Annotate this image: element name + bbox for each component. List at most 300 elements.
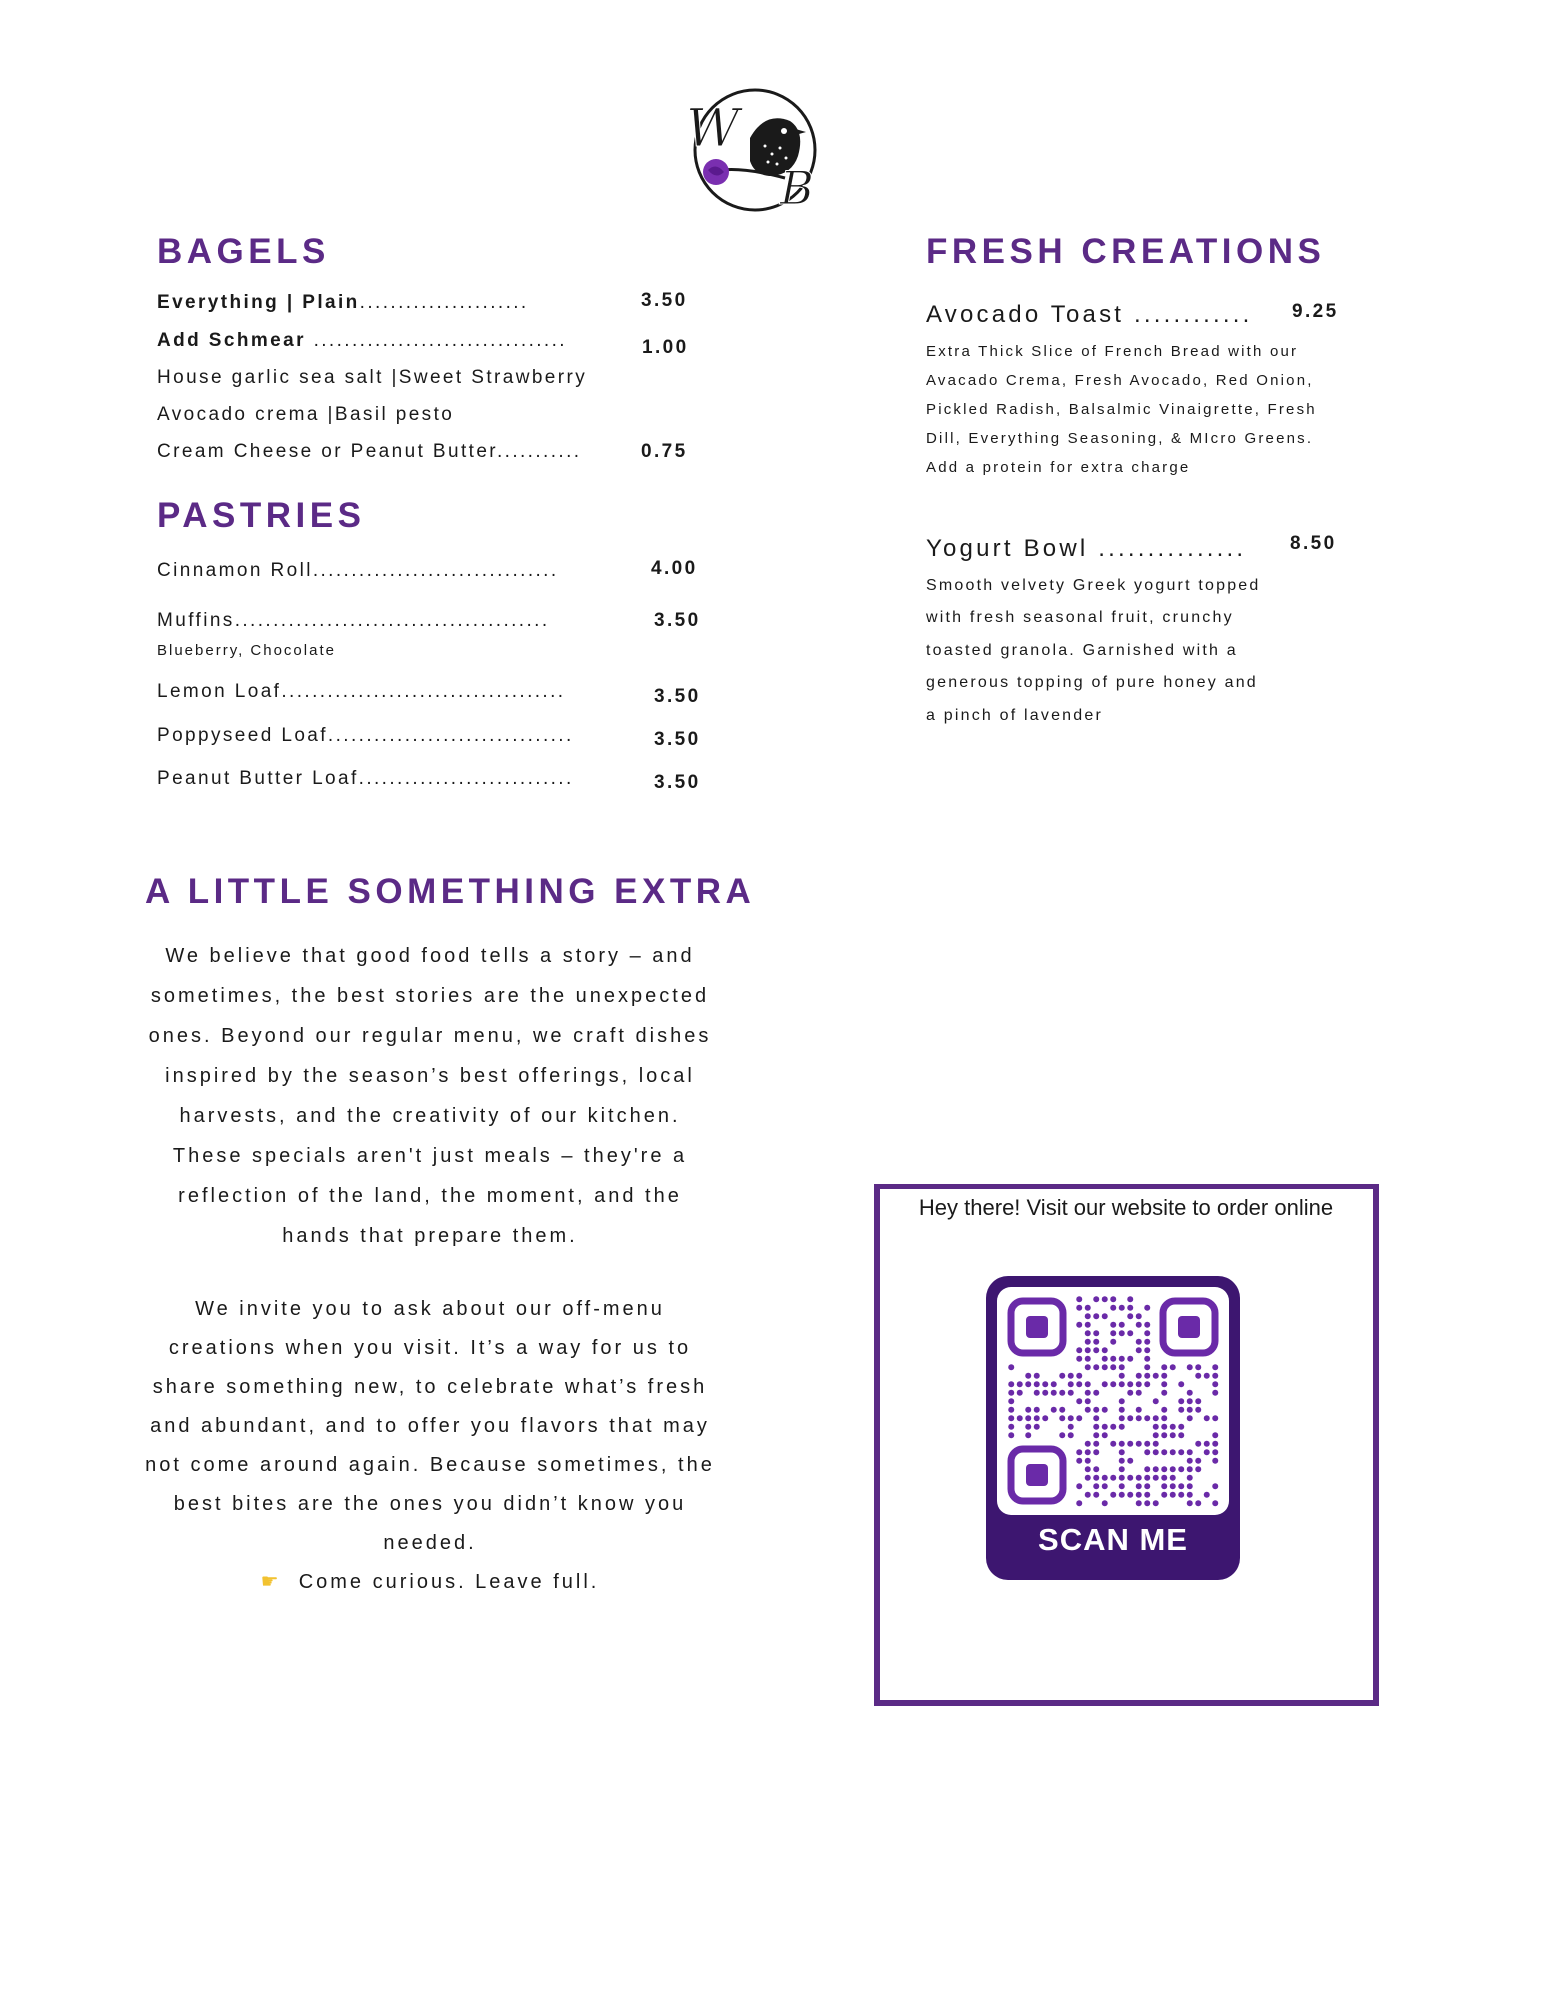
qr-module — [1127, 1330, 1133, 1336]
bagels-row-2-price: 1.00 — [642, 337, 689, 358]
qr-module — [1153, 1475, 1159, 1481]
qr-module — [1008, 1424, 1014, 1430]
qr-module — [1102, 1381, 1108, 1387]
qr-module — [1212, 1373, 1218, 1379]
qr-module — [1127, 1475, 1133, 1481]
qr-module — [1119, 1424, 1125, 1430]
qr-module — [1144, 1330, 1150, 1336]
qr-module — [1161, 1373, 1167, 1379]
qr-module — [1136, 1500, 1142, 1506]
qr-module — [1051, 1390, 1057, 1396]
qr-module — [1170, 1364, 1176, 1370]
qr-module — [1178, 1407, 1184, 1413]
qr-module — [1144, 1441, 1150, 1447]
yogurt-bowl-desc-5: a pinch of lavender — [926, 707, 1104, 724]
extra-p1-line-5: harvests, and the creativity of our kitchen. — [179, 1105, 681, 1127]
pointing-hand-icon: ☛ — [260, 1571, 282, 1593]
qr-module — [1034, 1424, 1040, 1430]
qr-module — [1161, 1381, 1167, 1387]
qr-module — [1153, 1415, 1159, 1421]
qr-module — [1008, 1364, 1014, 1370]
pastry-price-peanut-butter-loaf: 3.50 — [654, 772, 701, 793]
extra-p1-line-1: We believe that good food tells a story – and — [165, 945, 695, 967]
qr-module — [1076, 1415, 1082, 1421]
qr-module — [1042, 1415, 1048, 1421]
qr-scan-label: SCAN ME — [1038, 1522, 1188, 1557]
extra-paragraph-2 — [120, 1290, 740, 1602]
qr-module — [1187, 1407, 1193, 1413]
qr-module — [1187, 1390, 1193, 1396]
bagels-heading: BAGELS — [157, 232, 330, 271]
qr-module — [1144, 1339, 1150, 1345]
qr-module — [1178, 1381, 1184, 1387]
qr-module — [1093, 1390, 1099, 1396]
qr-module — [1008, 1381, 1014, 1387]
qr-module — [1127, 1390, 1133, 1396]
pastry-item-lemon-loaf: Lemon Loaf..................................... — [157, 681, 566, 702]
qr-module — [1085, 1398, 1091, 1404]
qr-module — [1102, 1424, 1108, 1430]
extra-tagline — [120, 1563, 740, 1602]
qr-module — [1076, 1483, 1082, 1489]
qr-module — [1136, 1483, 1142, 1489]
qr-module — [1161, 1449, 1167, 1455]
qr-module — [1119, 1305, 1125, 1311]
qr-module — [1102, 1313, 1108, 1319]
qr-module — [1195, 1458, 1201, 1464]
qr-module — [1085, 1364, 1091, 1370]
extra-p2-line-1: We invite you to ask about our off-menu — [195, 1298, 665, 1320]
yogurt-bowl-desc-4: generous topping of pure honey and — [926, 674, 1258, 691]
qr-module — [1136, 1347, 1142, 1353]
qr-module — [1144, 1356, 1150, 1362]
qr-module — [1085, 1305, 1091, 1311]
qr-module — [1136, 1339, 1142, 1345]
qr-module — [1204, 1373, 1210, 1379]
qr-finder-top-right — [1163, 1301, 1215, 1353]
qr-module — [1093, 1330, 1099, 1336]
qr-module — [1161, 1415, 1167, 1421]
extra-p1-line-4: inspired by the season’s best offerings, local — [165, 1065, 695, 1087]
qr-module — [1127, 1458, 1133, 1464]
qr-module — [1153, 1398, 1159, 1404]
qr-module — [1085, 1466, 1091, 1472]
qr-module — [1034, 1415, 1040, 1421]
qr-module — [1110, 1296, 1116, 1302]
qr-module — [1136, 1322, 1142, 1328]
qr-module — [1212, 1432, 1218, 1438]
qr-module — [1119, 1458, 1125, 1464]
qr-module — [1127, 1313, 1133, 1319]
qr-module — [1187, 1492, 1193, 1498]
qr-module — [1178, 1492, 1184, 1498]
qr-module — [1212, 1381, 1218, 1387]
qr-code[interactable] — [986, 1276, 1240, 1580]
qr-module — [1195, 1364, 1201, 1370]
qr-module — [1068, 1432, 1074, 1438]
qr-module — [1161, 1424, 1167, 1430]
qr-module — [1136, 1381, 1142, 1387]
bagels-row-4: Avocado crema |Basil pesto — [157, 404, 455, 425]
qr-module — [1170, 1492, 1176, 1498]
qr-module — [1127, 1492, 1133, 1498]
order-online-prompt: Hey there! Visit our website to order online — [918, 1195, 1334, 1220]
qr-module — [1195, 1441, 1201, 1447]
qr-module — [1144, 1475, 1150, 1481]
qr-module — [1170, 1466, 1176, 1472]
yogurt-bowl-price: 8.50 — [1290, 533, 1337, 554]
qr-module — [1161, 1407, 1167, 1413]
qr-module — [1051, 1407, 1057, 1413]
qr-module — [1085, 1313, 1091, 1319]
qr-module — [1195, 1500, 1201, 1506]
qr-module — [1153, 1449, 1159, 1455]
qr-module — [1144, 1373, 1150, 1379]
qr-module — [1119, 1381, 1125, 1387]
qr-module — [1119, 1483, 1125, 1489]
qr-module — [1119, 1330, 1125, 1336]
qr-module — [1068, 1390, 1074, 1396]
qr-module — [1093, 1364, 1099, 1370]
qr-module — [1076, 1458, 1082, 1464]
qr-module — [1093, 1407, 1099, 1413]
qr-module — [1170, 1424, 1176, 1430]
svg-text:W: W — [686, 99, 740, 159]
qr-module — [1153, 1441, 1159, 1447]
qr-module — [1085, 1407, 1091, 1413]
qr-module — [1110, 1475, 1116, 1481]
qr-module — [1093, 1492, 1099, 1498]
pastry-price-poppyseed-loaf: 3.50 — [654, 729, 701, 750]
qr-module — [1127, 1356, 1133, 1362]
qr-module — [1127, 1441, 1133, 1447]
avocado-toast-desc-2: Avacado Crema, Fresh Avocado, Red Onion, — [926, 372, 1314, 389]
qr-module — [1093, 1432, 1099, 1438]
qr-module — [1136, 1313, 1142, 1319]
avocado-toast-desc-5: Add a protein for extra charge — [926, 459, 1191, 476]
qr-module — [1093, 1415, 1099, 1421]
qr-module — [1204, 1415, 1210, 1421]
qr-finder-bottom-left — [1011, 1449, 1063, 1501]
qr-module — [1119, 1415, 1125, 1421]
qr-module — [1153, 1500, 1159, 1506]
qr-module — [1212, 1449, 1218, 1455]
qr-module — [1025, 1424, 1031, 1430]
qr-module — [1136, 1373, 1142, 1379]
qr-module — [1076, 1322, 1082, 1328]
qr-module — [1102, 1364, 1108, 1370]
pastry-price-cinnamon-roll: 4.00 — [651, 558, 698, 579]
qr-module — [1161, 1483, 1167, 1489]
bagels-row-1 — [157, 292, 529, 314]
qr-module — [1093, 1475, 1099, 1481]
qr-module — [1161, 1475, 1167, 1481]
pastry-item-peanut-butter-loaf: Peanut Butter Loaf............................ — [157, 768, 574, 789]
qr-module — [1025, 1381, 1031, 1387]
avocado-toast-price: 9.25 — [1292, 301, 1339, 322]
qr-module — [1102, 1475, 1108, 1481]
qr-module — [1085, 1449, 1091, 1455]
qr-module — [1204, 1492, 1210, 1498]
yogurt-bowl-desc-3: toasted granola. Garnished with a — [926, 642, 1238, 659]
qr-module — [1085, 1492, 1091, 1498]
qr-module — [1119, 1449, 1125, 1455]
qr-module — [1110, 1339, 1116, 1345]
qr-module — [1085, 1330, 1091, 1336]
qr-module — [1068, 1373, 1074, 1379]
qr-module — [1187, 1466, 1193, 1472]
qr-module — [1102, 1356, 1108, 1362]
extra-heading: A LITTLE SOMETHING EXTRA — [145, 872, 756, 911]
bagels-row-5-price: 0.75 — [641, 441, 688, 462]
qr-module — [1093, 1483, 1099, 1489]
qr-module — [1136, 1475, 1142, 1481]
qr-module — [1178, 1483, 1184, 1489]
qr-module — [1144, 1449, 1150, 1455]
qr-module — [1008, 1407, 1014, 1413]
extra-p2-line-4: and abundant, and to offer you flavors that may — [150, 1415, 710, 1437]
qr-module — [1127, 1296, 1133, 1302]
fresh-creations-heading: FRESH CREATIONS — [926, 232, 1326, 271]
qr-module — [1093, 1347, 1099, 1353]
extra-p2-line-2: creations when you visit. It’s a way for us to — [168, 1337, 692, 1359]
qr-module — [1017, 1415, 1023, 1421]
yogurt-bowl-desc-1: Smooth velvety Greek yogurt topped — [926, 577, 1261, 594]
qr-module — [1059, 1373, 1065, 1379]
qr-module — [1153, 1424, 1159, 1430]
qr-module — [1153, 1432, 1159, 1438]
qr-module — [1187, 1364, 1193, 1370]
bagels-row-1-price: 3.50 — [641, 290, 688, 311]
qr-module — [1059, 1407, 1065, 1413]
qr-module — [1119, 1373, 1125, 1379]
qr-module — [1144, 1305, 1150, 1311]
qr-module — [1178, 1398, 1184, 1404]
qr-module — [1178, 1449, 1184, 1455]
qr-module — [1017, 1381, 1023, 1387]
qr-module — [1144, 1347, 1150, 1353]
qr-module — [1187, 1458, 1193, 1464]
qr-module — [1144, 1415, 1150, 1421]
extra-p2-line-7: needed. — [383, 1532, 477, 1554]
avocado-toast-desc-4: Dill, Everything Seasoning, & MIcro Greens. — [926, 430, 1314, 447]
extra-p2-line-6: best bites are the ones you didn’t know you — [173, 1493, 687, 1515]
qr-module — [1076, 1347, 1082, 1353]
qr-module — [1110, 1330, 1116, 1336]
bagels-row-2-label: Add Schmear — [157, 330, 306, 351]
qr-module — [1212, 1441, 1218, 1447]
qr-module — [1170, 1483, 1176, 1489]
bagels-row-2-dots: ................................. — [305, 330, 567, 351]
qr-module — [1093, 1441, 1099, 1447]
qr-module — [1187, 1398, 1193, 1404]
qr-module — [1110, 1492, 1116, 1498]
qr-module — [1093, 1466, 1099, 1472]
qr-module — [1025, 1373, 1031, 1379]
qr-module — [1093, 1449, 1099, 1455]
qr-module — [1212, 1483, 1218, 1489]
qr-module — [1102, 1500, 1108, 1506]
qr-module — [1119, 1407, 1125, 1413]
qr-module — [1119, 1466, 1125, 1472]
qr-module — [1110, 1441, 1116, 1447]
qr-module — [1102, 1483, 1108, 1489]
qr-module — [1085, 1339, 1091, 1345]
qr-module — [1204, 1449, 1210, 1455]
qr-module — [1153, 1466, 1159, 1472]
qr-module — [1093, 1313, 1099, 1319]
qr-module — [1119, 1356, 1125, 1362]
qr-module — [1144, 1322, 1150, 1328]
qr-module — [1212, 1390, 1218, 1396]
qr-module — [1153, 1373, 1159, 1379]
bagels-row-3: House garlic sea salt |Sweet Strawberry — [157, 367, 588, 388]
qr-module — [1161, 1364, 1167, 1370]
qr-module — [1059, 1390, 1065, 1396]
qr-module — [1204, 1441, 1210, 1447]
qr-module — [1119, 1475, 1125, 1481]
qr-module — [1085, 1475, 1091, 1481]
qr-module — [1093, 1296, 1099, 1302]
extra-tagline-text: Come curious. Leave full. — [298, 1571, 600, 1593]
pastry-item-poppyseed-loaf: Poppyseed Loaf................................ — [157, 725, 574, 746]
qr-module — [1110, 1381, 1116, 1387]
qr-module — [1170, 1475, 1176, 1481]
qr-module — [1161, 1432, 1167, 1438]
qr-module — [1034, 1381, 1040, 1387]
qr-module — [1085, 1322, 1091, 1328]
qr-module — [1119, 1492, 1125, 1498]
qr-module — [1161, 1466, 1167, 1472]
qr-module — [1178, 1432, 1184, 1438]
qr-module — [1136, 1492, 1142, 1498]
qr-module — [1085, 1381, 1091, 1387]
qr-module — [1136, 1441, 1142, 1447]
qr-module — [1068, 1381, 1074, 1387]
extra-p1-line-7: reflection of the land, the moment, and the — [178, 1185, 682, 1207]
qr-module — [1136, 1390, 1142, 1396]
yogurt-bowl-desc-2: with fresh seasonal fruit, crunchy — [926, 609, 1234, 626]
qr-module — [1008, 1415, 1014, 1421]
qr-module — [1025, 1407, 1031, 1413]
qr-module — [1110, 1424, 1116, 1430]
qr-module — [1085, 1390, 1091, 1396]
qr-module — [1102, 1296, 1108, 1302]
yogurt-bowl-label: Yogurt Bowl ............... — [926, 535, 1247, 562]
extra-p1-line-2: sometimes, the best stories are the unexpected — [150, 985, 710, 1007]
pastry-sub-muffins: Blueberry, Chocolate — [157, 642, 336, 659]
pastry-price-muffins: 3.50 — [654, 610, 701, 631]
qr-module — [1144, 1483, 1150, 1489]
extra-p1-line-3: ones. Beyond our regular menu, we craft dishes — [148, 1025, 712, 1047]
qr-module — [1017, 1390, 1023, 1396]
qr-module — [1102, 1432, 1108, 1438]
qr-module — [1127, 1415, 1133, 1421]
bagels-row-1-dots: ...................... — [359, 292, 529, 313]
qr-module — [1161, 1390, 1167, 1396]
qr-module — [1212, 1500, 1218, 1506]
qr-module — [1110, 1305, 1116, 1311]
qr-module — [1110, 1322, 1116, 1328]
qr-module — [1187, 1449, 1193, 1455]
qr-module — [1085, 1347, 1091, 1353]
qr-module — [1076, 1373, 1082, 1379]
qr-module — [1119, 1398, 1125, 1404]
bagels-row-5: Cream Cheese or Peanut Butter........... — [157, 441, 582, 462]
qr-module — [1059, 1415, 1065, 1421]
qr-module — [1187, 1483, 1193, 1489]
avocado-toast-desc-1: Extra Thick Slice of French Bread with our — [926, 343, 1299, 360]
extra-p1-line-6: These specials aren't just meals – they're a — [172, 1145, 688, 1167]
qr-module — [1102, 1347, 1108, 1353]
qr-module — [1085, 1356, 1091, 1362]
qr-module — [1076, 1500, 1082, 1506]
qr-finder-top-left — [1011, 1301, 1063, 1353]
qr-module — [1110, 1364, 1116, 1370]
qr-module — [1212, 1415, 1218, 1421]
qr-module — [1212, 1364, 1218, 1370]
qr-code-pattern — [997, 1287, 1229, 1515]
avocado-toast-desc-3: Pickled Radish, Balsalmic Vinaigrette, Fresh — [926, 401, 1317, 418]
qr-module — [1144, 1492, 1150, 1498]
logo — [680, 86, 830, 216]
qr-module — [1187, 1500, 1193, 1506]
qr-module — [1008, 1390, 1014, 1396]
bagels-row-2 — [157, 330, 567, 352]
extra-p2-line-3: share something new, to celebrate what’s fresh — [152, 1376, 708, 1398]
extra-p2-line-5: not come around again. Because sometimes, the — [145, 1454, 715, 1476]
qr-module — [1034, 1407, 1040, 1413]
pastry-item-muffins: Muffins......................................... — [157, 610, 550, 631]
qr-module — [1008, 1398, 1014, 1404]
pastry-price-lemon-loaf: 3.50 — [654, 686, 701, 707]
qr-module — [1195, 1466, 1201, 1472]
qr-module — [1042, 1381, 1048, 1387]
qr-module — [1144, 1364, 1150, 1370]
qr-module — [1068, 1424, 1074, 1430]
qr-module — [1025, 1415, 1031, 1421]
avocado-toast-label: Avocado Toast ............ — [926, 301, 1253, 328]
qr-module — [1187, 1415, 1193, 1421]
extra-paragraph-1 — [120, 936, 740, 1256]
qr-module — [1085, 1458, 1091, 1464]
qr-module — [1161, 1492, 1167, 1498]
qr-module — [1127, 1381, 1133, 1387]
qr-module — [1068, 1415, 1074, 1421]
qr-module — [1195, 1398, 1201, 1404]
qr-module — [1195, 1373, 1201, 1379]
qr-module — [1136, 1415, 1142, 1421]
qr-module — [1042, 1390, 1048, 1396]
qr-module — [1025, 1432, 1031, 1438]
bagels-row-1-label: Everything | Plain — [157, 292, 360, 313]
qr-module — [1110, 1356, 1116, 1362]
qr-module — [1034, 1390, 1040, 1396]
qr-module — [1085, 1441, 1091, 1447]
qr-module — [1076, 1305, 1082, 1311]
qr-module — [1034, 1373, 1040, 1379]
qr-module — [1076, 1449, 1082, 1455]
qr-module — [1008, 1432, 1014, 1438]
qr-module — [1212, 1458, 1218, 1464]
pastry-item-cinnamon-roll: Cinnamon Roll................................ — [157, 560, 559, 581]
qr-module — [1076, 1381, 1082, 1387]
qr-module — [1144, 1500, 1150, 1506]
qr-module — [1136, 1407, 1142, 1413]
svg-text:B: B — [780, 161, 814, 215]
qr-module — [1170, 1432, 1176, 1438]
qr-module — [1187, 1475, 1193, 1481]
